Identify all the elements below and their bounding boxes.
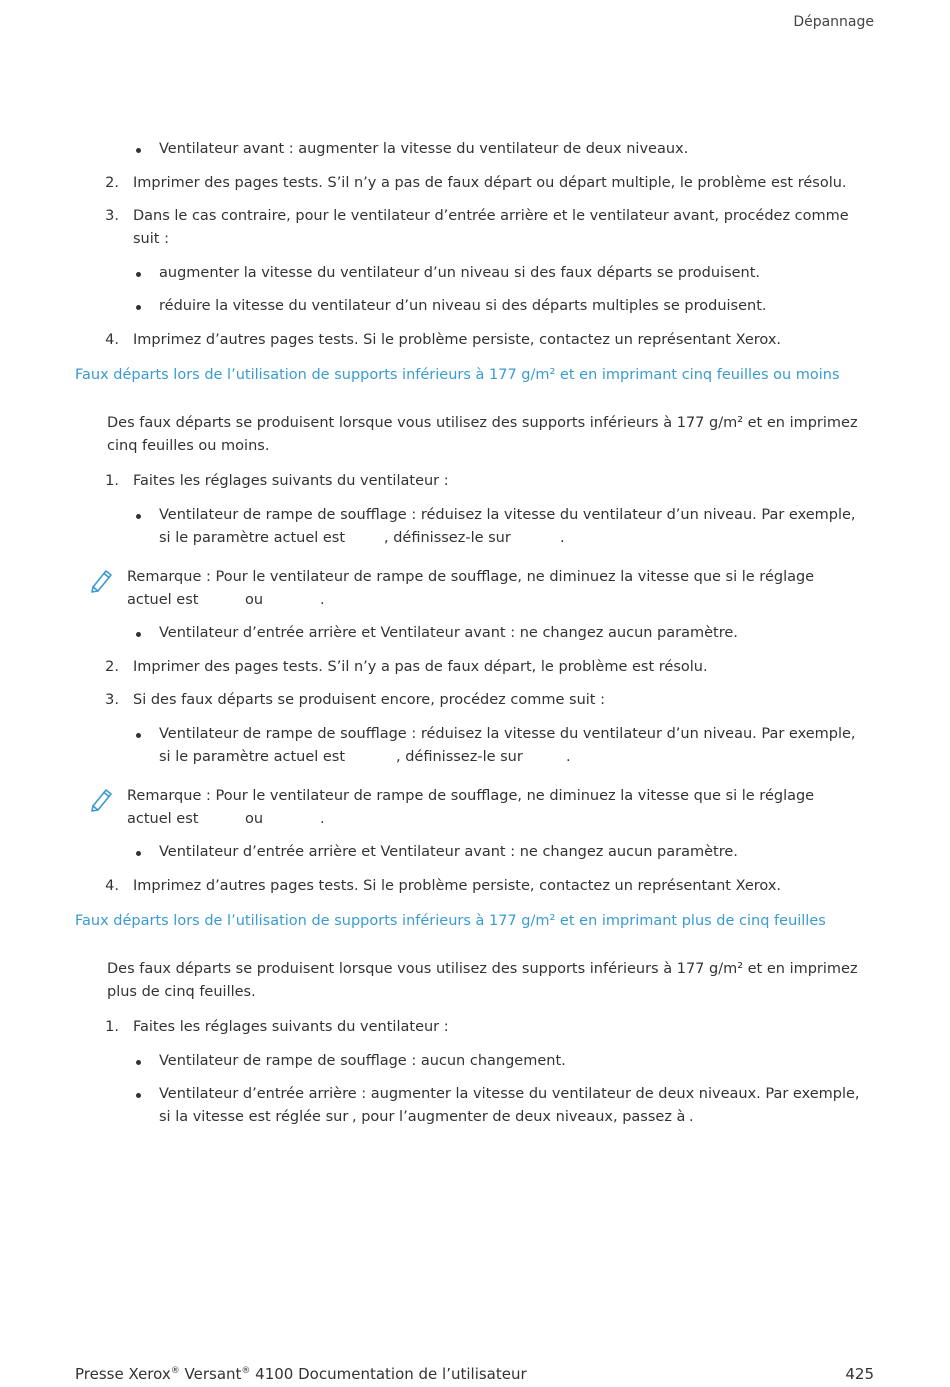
pencil-icon xyxy=(86,565,116,595)
paragraph: cinq feuilles ou moins. xyxy=(107,438,270,454)
running-header: Dépannage xyxy=(793,14,874,30)
note-text: . xyxy=(320,592,325,608)
list-item-continuation: , pour l’augmenter de deux niveaux, passez à xyxy=(352,1109,686,1125)
note-text: Remarque : Pour le ventilateur de rampe de soufflage, ne diminuez la vitesse que si le réglage xyxy=(127,788,815,804)
list-item: Ventilateur d’entrée arrière et Ventilateur avant : ne changez aucun paramètre. xyxy=(159,844,738,860)
document-title: Presse Xerox® Versant® 4100 Documentation de l’utilisateur xyxy=(75,1365,527,1383)
bullet-icon xyxy=(136,1060,141,1065)
section-heading: Faux départs lors de l’utilisation de supports inférieurs à 177 g/m² et en imprimant plus de cinq feuilles xyxy=(75,913,826,929)
list-item: augmenter la vitesse du ventilateur d’un niveau si des faux départs se produisent. xyxy=(159,265,761,281)
section-heading: Faux départs lors de l’utilisation de supports inférieurs à 177 g/m² et en imprimant cinq feuilles ou moins xyxy=(75,367,840,383)
page-number: 425 xyxy=(845,1365,874,1383)
list-item: Faites les réglages suivants du ventilateur : xyxy=(133,1019,449,1035)
list-item: Dans le cas contraire, pour le ventilateur d’entrée arrière et le ventilateur avant, procédez comme xyxy=(133,208,849,224)
paragraph: Des faux départs se produisent lorsque vous utilisez des supports inférieurs à 177 g/m² et en imprimez xyxy=(107,961,858,977)
list-number: 2. xyxy=(105,175,119,191)
list-number: 2. xyxy=(105,659,119,675)
bullet-icon xyxy=(136,272,141,277)
list-item-continuation: . xyxy=(689,1109,694,1125)
list-item: Imprimer des pages tests. S’il n’y a pas de faux départ, le problème est résolu. xyxy=(133,659,708,675)
list-item: Ventilateur de rampe de soufflage : réduisez la vitesse du ventilateur d’un niveau. Par exemple, xyxy=(159,507,856,523)
bullet-icon xyxy=(136,1093,141,1098)
bullet-icon xyxy=(136,851,141,856)
list-number: 4. xyxy=(105,878,119,894)
list-item: Si des faux départs se produisent encore, procédez comme suit : xyxy=(133,692,605,708)
paragraph: Des faux départs se produisent lorsque vous utilisez des supports inférieurs à 177 g/m² et en imprimez xyxy=(107,415,858,431)
bullet-icon xyxy=(136,305,141,310)
note-text: actuel est xyxy=(127,811,199,827)
list-item: Imprimez d’autres pages tests. Si le problème persiste, contactez un représentant Xerox. xyxy=(133,332,782,348)
list-item-continuation: , définissez-le sur xyxy=(396,749,523,765)
note-text: ou xyxy=(245,592,264,608)
list-number: 1. xyxy=(105,473,119,489)
list-item: Ventilateur avant : augmenter la vitesse du ventilateur de deux niveaux. xyxy=(159,141,689,157)
note-text: . xyxy=(320,811,325,827)
list-item-continuation: si le paramètre actuel est xyxy=(159,749,346,765)
note-text: ou xyxy=(245,811,264,827)
list-item-continuation: si la vitesse est réglée sur xyxy=(159,1109,349,1125)
bullet-icon xyxy=(136,514,141,519)
list-number: 3. xyxy=(105,208,119,224)
list-item-continuation: . xyxy=(560,530,565,546)
list-item: Faites les réglages suivants du ventilateur : xyxy=(133,473,449,489)
list-item-continuation: suit : xyxy=(133,231,169,247)
bullet-icon xyxy=(136,632,141,637)
list-item: Ventilateur d’entrée arrière et Ventilateur avant : ne changez aucun paramètre. xyxy=(159,625,738,641)
list-item: Imprimer des pages tests. S’il n’y a pas de faux départ ou départ multiple, le problème est résolu. xyxy=(133,175,847,191)
list-number: 3. xyxy=(105,692,119,708)
list-item: réduire la vitesse du ventilateur d’un niveau si des départs multiples se produisent. xyxy=(159,298,767,314)
note-text: actuel est xyxy=(127,592,199,608)
bullet-icon xyxy=(136,148,141,153)
list-item: Ventilateur de rampe de soufflage : réduisez la vitesse du ventilateur d’un niveau. Par exemple, xyxy=(159,726,856,742)
list-number: 1. xyxy=(105,1019,119,1035)
note-text: Remarque : Pour le ventilateur de rampe de soufflage, ne diminuez la vitesse que si le réglage xyxy=(127,569,815,585)
list-number: 4. xyxy=(105,332,119,348)
bullet-icon xyxy=(136,733,141,738)
list-item-continuation: . xyxy=(566,749,571,765)
paragraph: plus de cinq feuilles. xyxy=(107,984,256,1000)
list-item: Imprimez d’autres pages tests. Si le problème persiste, contactez un représentant Xerox. xyxy=(133,878,782,894)
list-item-continuation: si le paramètre actuel est xyxy=(159,530,346,546)
list-item-continuation: , définissez-le sur xyxy=(384,530,511,546)
list-item: Ventilateur d’entrée arrière : augmenter la vitesse du ventilateur de deux niveaux. Par exemple, xyxy=(159,1086,860,1102)
list-item: Ventilateur de rampe de soufflage : aucun changement. xyxy=(159,1053,566,1069)
pencil-icon xyxy=(86,784,116,814)
